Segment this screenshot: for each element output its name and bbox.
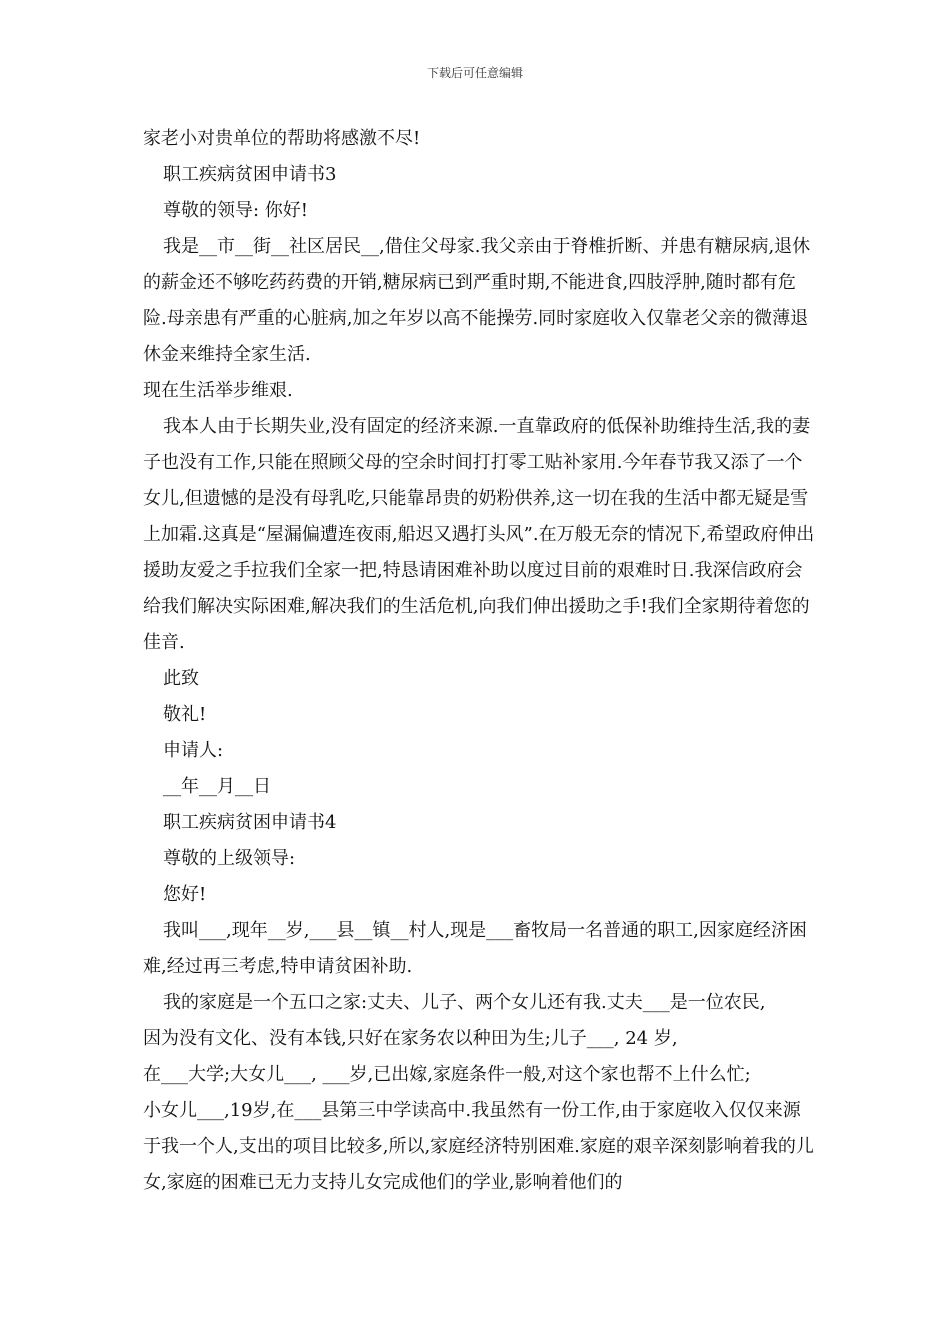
- closing-line: 敬礼!: [163, 704, 207, 725]
- paragraph: 家老小对贵单位的帮助将感激不尽!: [143, 128, 421, 149]
- paragraph-line: 在___大学;大女儿___, ___岁,已出嫁,家庭条件一般,对这个家也帮不上什么忙;: [143, 1064, 751, 1085]
- paragraph-line: 因为没有文化、没有本钱,只好在家务农以种田为生;儿子___, 24 岁,: [143, 1028, 678, 1049]
- paragraph: 现在生活举步维艰.: [143, 380, 293, 401]
- salutation: 您好!: [163, 884, 207, 905]
- salutation: 尊敬的领导: 你好!: [163, 200, 309, 221]
- closing-line: 此致: [163, 668, 199, 689]
- document-body: [143, 121, 815, 1201]
- page-header: 下载后可任意编辑: [426, 66, 523, 80]
- paragraph: 我本人由于长期失业,没有固定的经济来源.一直靠政府的低保补助维持生活,我的妻子也没有工作,只能在照顾父母的空余时间打打零工贴补家用.今年春节我又添了一个女儿,但遗憾的是没有母乳吃,只能靠昂贵的奶粉供养,这一切在我的生活中都无疑是雪上加霜.这真是“屋漏偏遭连夜雨,船迟又遇打头风”.在万般无奈的情况下,希望政府伸出援助友爱之手拉我们全家一把,特恳请困难补助以度过目前的艰难时日.我深信政府会给我们解决实际困难,解决我们的生活危机,向我们伸出援助之手!我们全家期待着您的佳音.: [143, 416, 815, 653]
- paragraph: 我叫___,现年__岁,___县__镇__村人,现是___畜牧局一名普通的职工,因家庭经济困难,经过再三考虑,特申请贫困补助.: [143, 920, 807, 977]
- date-line: __年__月__日: [163, 776, 271, 797]
- paragraph-line: 我的家庭是一个五口之家:丈夫、儿子、两个女儿还有我.丈夫___是一位农民,: [163, 992, 766, 1013]
- paragraph: 我是__市__街__社区居民__,借住父母家.我父亲由于脊椎折断、并患有糖尿病,退休的薪金还不够吃药药费的开销,糖尿病已到严重时期,不能进食,四肢浮肿,随时都有危险.母亲患有严重的心脏病,加之年岁以高不能操劳.同时家庭收入仅靠老父亲的微薄退休金来维持全家生活.: [143, 236, 811, 365]
- salutation: 尊敬的上级领导:: [163, 848, 296, 869]
- applicant-label: 申请人:: [163, 740, 224, 761]
- section-title: 职工疾病贫困申请书4: [163, 812, 337, 833]
- section-title: 职工疾病贫困申请书3: [163, 164, 337, 185]
- paragraph: 小女儿___,19岁,在___县第三中学读高中.我虽然有一份工作,由于家庭收入仅仅来源于我一个人,支出的项目比较多,所以,家庭经济特别困难.家庭的艰辛深刻影响着我的儿女,家庭的困难已无力支持儿女完成他们的学业,影响着他们的: [143, 1100, 814, 1193]
